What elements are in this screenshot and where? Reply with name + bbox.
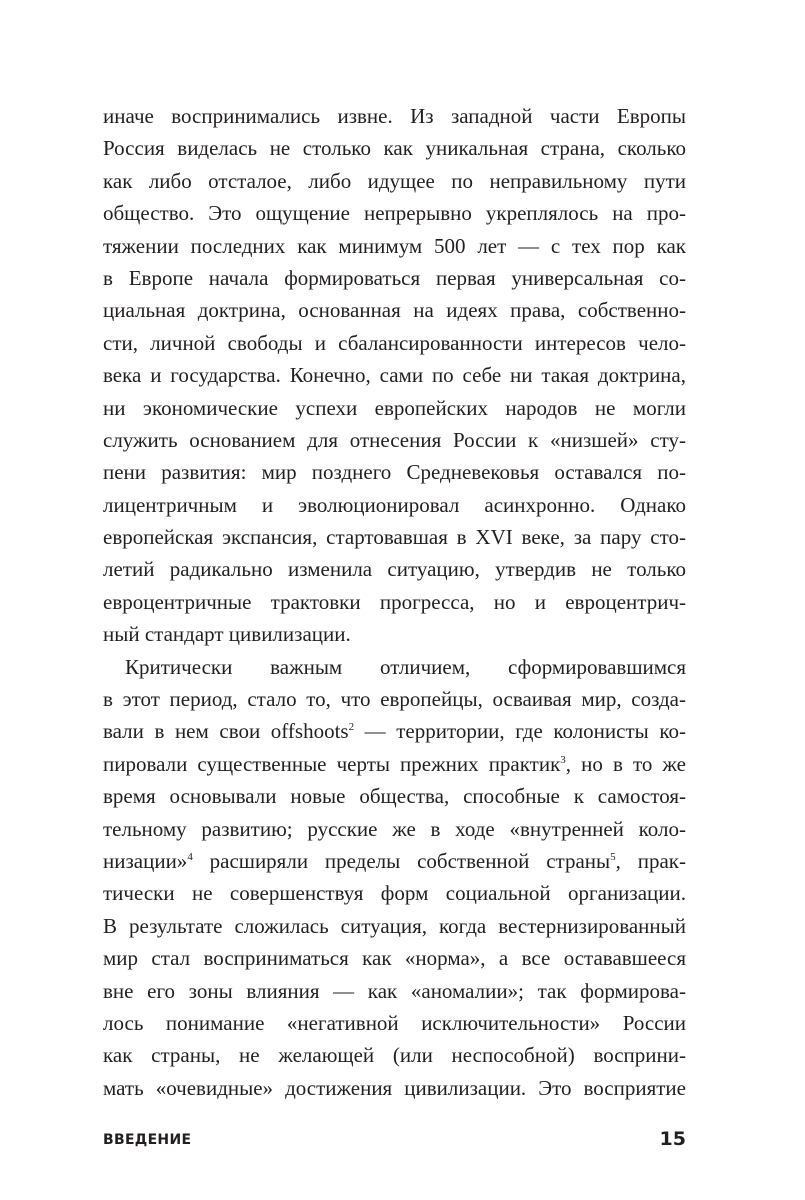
text-segment: тически не совершенствуя форм социальной организации. bbox=[103, 881, 686, 906]
text-line bbox=[103, 651, 686, 683]
text-line bbox=[103, 197, 686, 229]
text-segment: летий радикально изменила ситуацию, утвердив не только bbox=[103, 557, 686, 582]
text-segment: вне его зоны влияния — как «аномалии»; так формирова- bbox=[103, 978, 686, 1003]
text-line bbox=[103, 392, 686, 424]
text-segment: мать «очевидные» достижения цивилизации. Это восприятие bbox=[103, 1075, 686, 1100]
text-segment: в Европе начала формироваться первая универсальная со- bbox=[103, 265, 686, 290]
text-segment: циальная доктрина, основанная на идеях права, собственно- bbox=[103, 298, 686, 323]
text-segment: мир стал восприниматься как «норма», а все остававшееся bbox=[103, 946, 686, 971]
text-line bbox=[103, 1039, 686, 1071]
text-line bbox=[103, 100, 686, 132]
page-number: 15 bbox=[659, 1128, 686, 1150]
text-segment: ни экономические успехи европейских народов не могли bbox=[103, 395, 686, 420]
text-line bbox=[103, 165, 686, 197]
text-segment: евроцентричные трактовки прогресса, но и евроцентрич- bbox=[103, 589, 686, 614]
text-segment: время основывали новые общества, способные к самостоя- bbox=[103, 784, 686, 809]
text-line bbox=[103, 359, 686, 391]
text-segment: расширяли пределы собственной страны bbox=[192, 848, 611, 873]
text-line bbox=[103, 813, 686, 845]
footnote-marker[interactable]: 4 bbox=[187, 850, 193, 863]
paragraph bbox=[103, 651, 686, 1104]
text-segment: века и государства. Конечно, сами по себе ни такая доктрина, bbox=[103, 363, 686, 388]
text-line bbox=[103, 1072, 686, 1104]
text-line bbox=[103, 521, 686, 553]
text-segment: Критически важным отличием, сформировавшимся bbox=[125, 654, 686, 679]
footnote-marker[interactable]: 3 bbox=[560, 753, 566, 766]
text-line bbox=[103, 942, 686, 974]
text-segment: Россия виделась не столько как уникальная страна, сколько bbox=[103, 136, 686, 161]
text-line bbox=[103, 456, 686, 488]
text-line bbox=[103, 230, 686, 262]
text-segment: как либо отсталое, либо идущее по неправильному пути bbox=[103, 168, 686, 193]
text-segment: иначе воспринимались извне. Из западной части Европы bbox=[103, 104, 686, 128]
text-segment: , прак- bbox=[615, 848, 686, 873]
text-segment: европейская экспансия, стартовавшая в XVI веке, за пару сто- bbox=[103, 525, 686, 550]
text-segment: сти, личной свободы и сбалансированности интересов чело- bbox=[103, 330, 686, 355]
text-line bbox=[103, 586, 686, 618]
text-line bbox=[103, 132, 686, 164]
text-segment: служить основанием для отнесения России к «низшей» сту- bbox=[103, 427, 686, 452]
text-line bbox=[103, 262, 686, 294]
paragraph bbox=[103, 100, 686, 651]
text-line bbox=[103, 715, 686, 747]
text-segment: низации» bbox=[103, 848, 188, 873]
text-segment: тяжении последних как минимум 500 лет — с тех пор как bbox=[103, 233, 686, 258]
text-segment: В результате сложилась ситуация, когда вестернизированный bbox=[103, 913, 686, 938]
text-line bbox=[103, 877, 686, 909]
text-line bbox=[103, 327, 686, 359]
text-segment: , но в то же bbox=[565, 751, 686, 776]
text-line bbox=[103, 1007, 686, 1039]
text-line bbox=[103, 294, 686, 326]
text-segment: пени развития: мир позднего Средневековья оставался по- bbox=[103, 460, 686, 485]
text-segment: тельному развитию; русские же в ходе «внутренней коло- bbox=[103, 816, 686, 841]
text-line bbox=[103, 489, 686, 521]
running-footer-section: ВВЕДЕНИЕ bbox=[103, 1132, 192, 1148]
text-segment: лось понимание «негативной исключительности» России bbox=[103, 1010, 686, 1035]
footnote-marker[interactable]: 5 bbox=[610, 850, 616, 863]
text-segment: общество. Это ощущение непрерывно укреплялось на про- bbox=[103, 201, 686, 226]
text-segment: — территории, где колонисты ко- bbox=[354, 719, 686, 744]
text-line bbox=[103, 910, 686, 942]
text-segment: в этот период, стало то, что европейцы, осваивая мир, созда- bbox=[103, 687, 686, 712]
text-segment: как страны, не желающей (или неспособной) восприни- bbox=[103, 1043, 686, 1068]
text-segment: вали в нем свои offshoots bbox=[103, 719, 349, 744]
text-segment: пировали существенные черты прежних практик bbox=[103, 751, 561, 776]
text-line bbox=[103, 975, 686, 1007]
body-text bbox=[103, 100, 686, 1104]
text-line bbox=[103, 683, 686, 715]
text-line bbox=[103, 845, 686, 877]
text-line bbox=[103, 424, 686, 456]
text-line bbox=[103, 780, 686, 812]
text-line bbox=[103, 748, 686, 780]
text-segment: ный стандарт цивилизации. bbox=[103, 622, 351, 647]
footnote-marker[interactable]: 2 bbox=[348, 721, 355, 734]
text-segment: лицентричным и эволюционировал асинхронно. Однако bbox=[103, 492, 686, 517]
text-line bbox=[103, 618, 686, 650]
text-line bbox=[103, 553, 686, 585]
